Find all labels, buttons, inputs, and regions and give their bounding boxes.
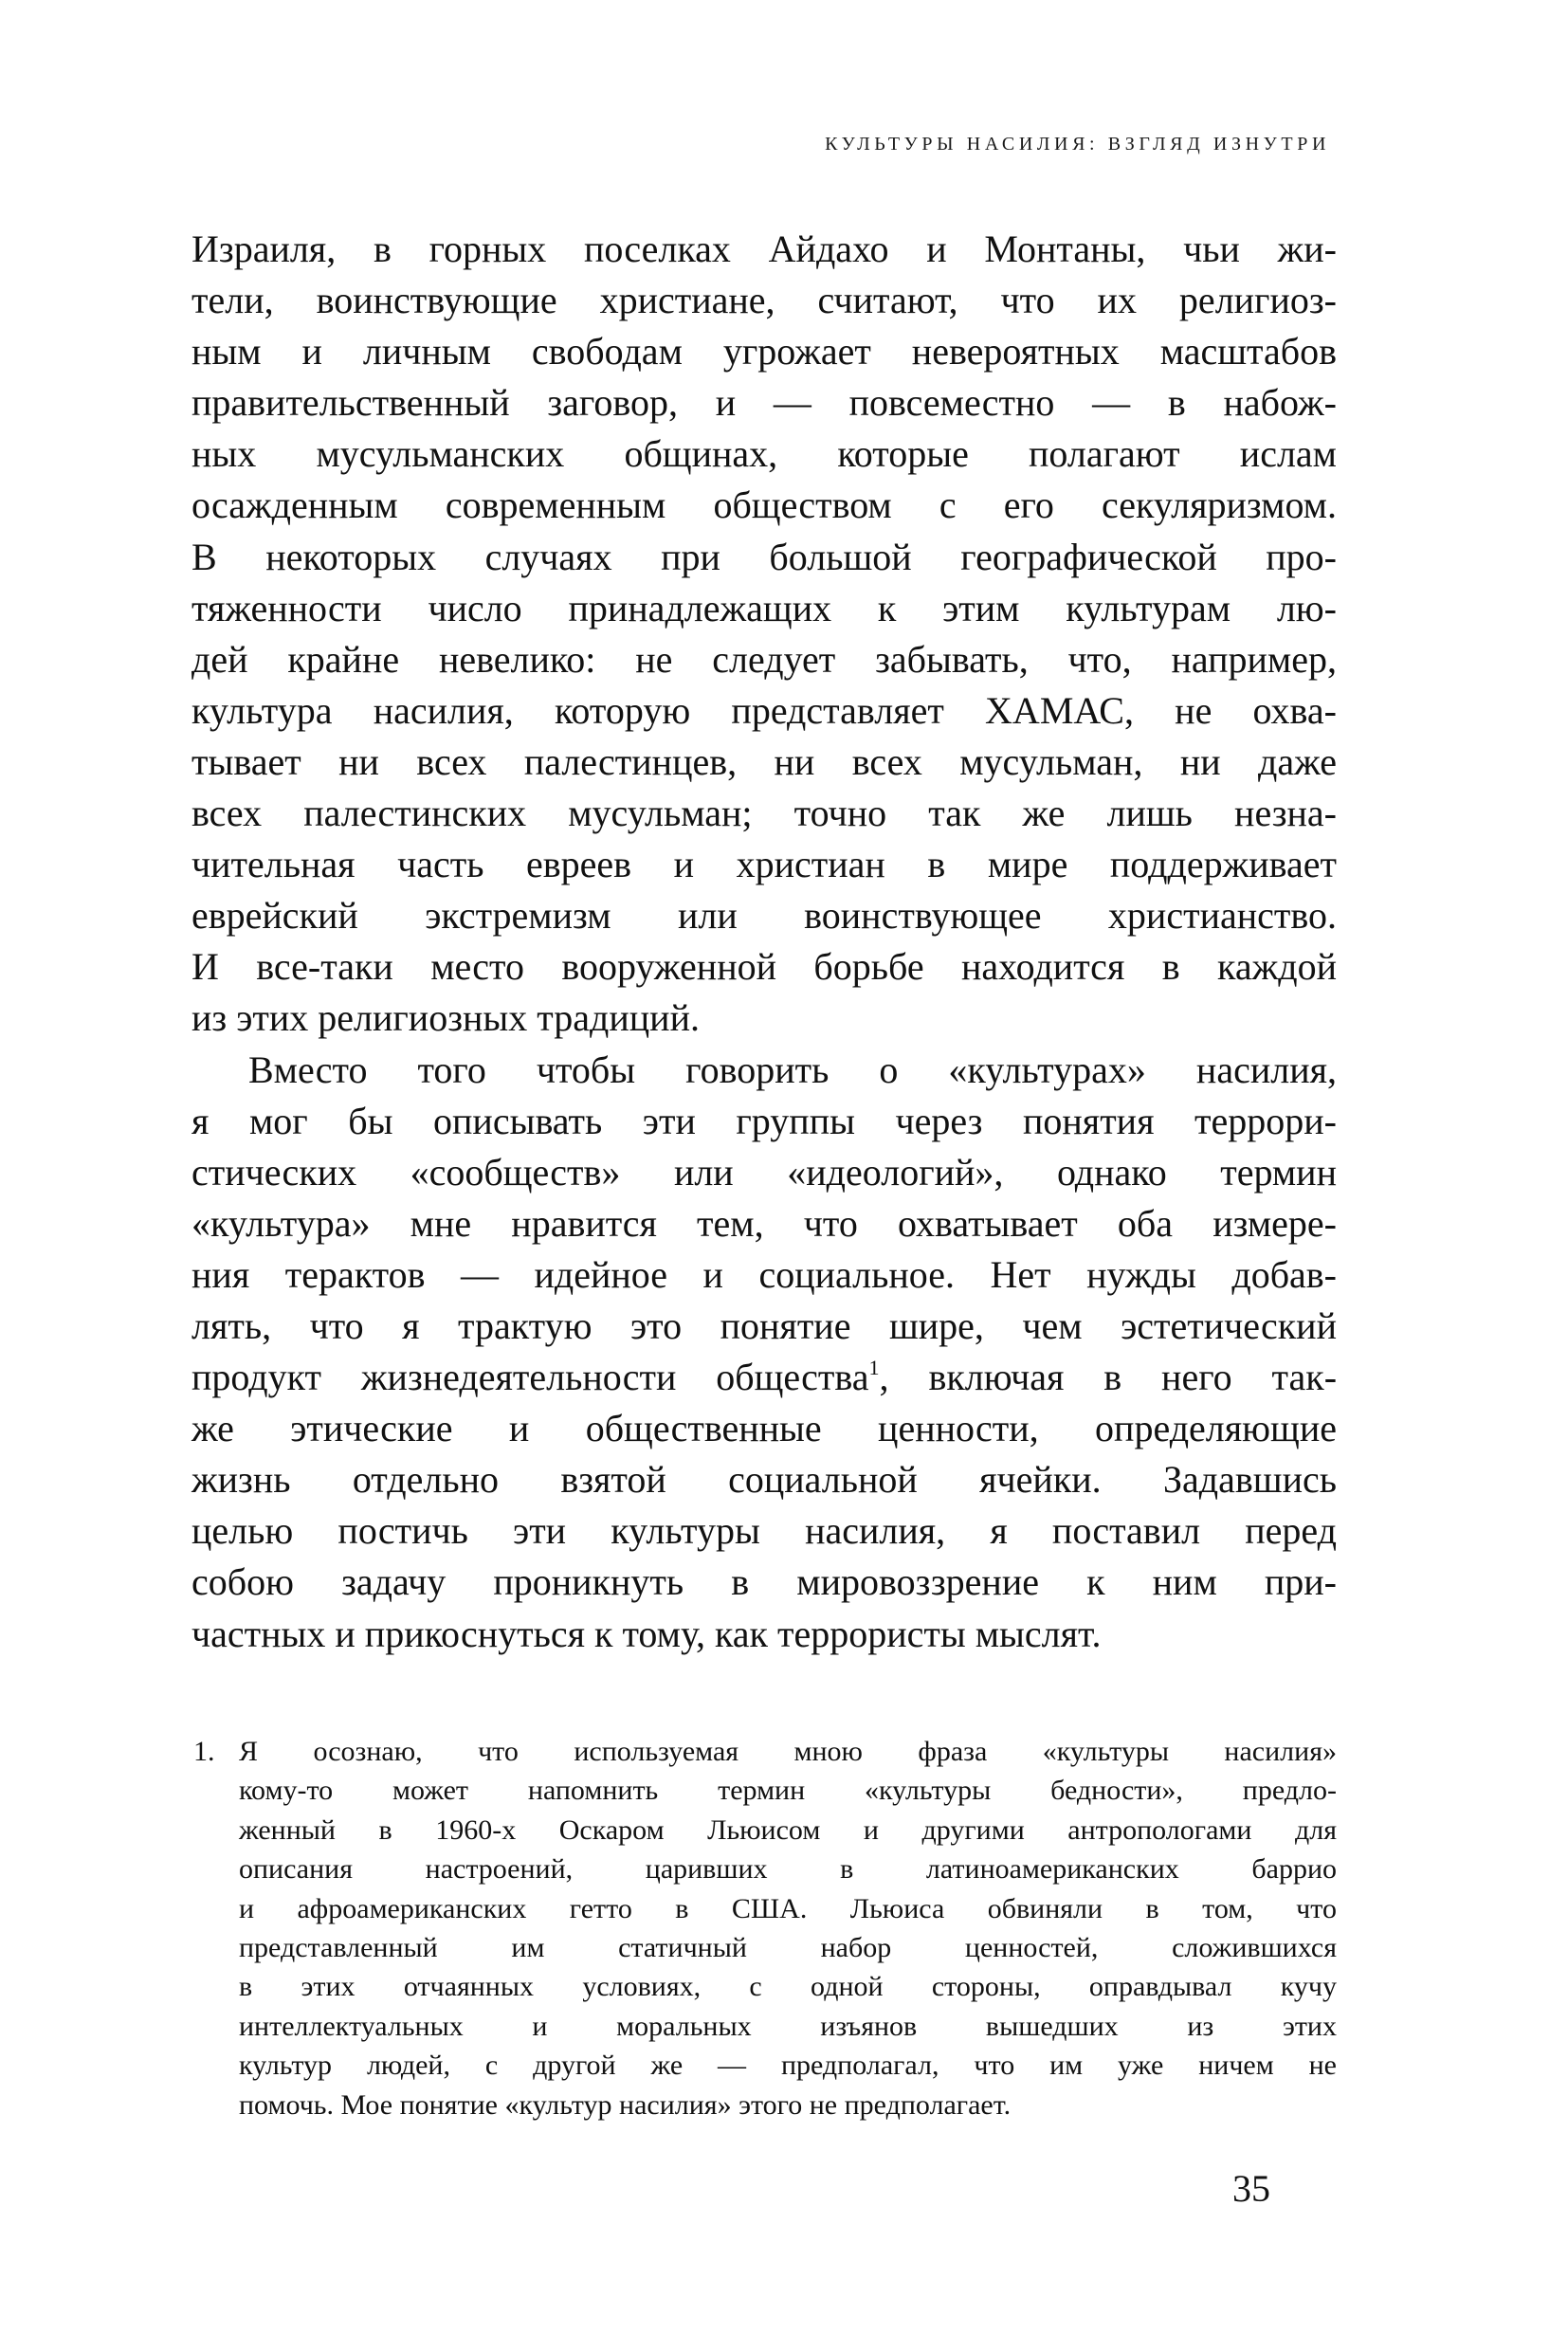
footnote-line: в этих отчаянных условиях, с одной стороны, оправдывал кучу <box>239 1971 1337 2003</box>
text-line: я мог бы описывать эти группы через понятия террори- <box>191 1099 1337 1142</box>
text-line: «культура» мне нравится тем, что охватывает оба измере- <box>191 1201 1337 1245</box>
text-line: ным и личным свободам угрожает невероятных масштабов <box>191 330 1337 374</box>
text-line: правительственный заговор, и — повсеместно — в набож- <box>191 381 1337 425</box>
text-line: еврейский экстремизм или воинствующее христианство. <box>191 894 1337 938</box>
text-line: жизнь отдельно взятой социальной ячейки. Задавшись <box>191 1458 1337 1502</box>
footnote-line: и афроамериканских гетто в США. Льюиса обвиняли в том, что <box>239 1892 1337 1924</box>
footnote-line: кому-то может напомнить термин «культуры бедности», предло- <box>239 1775 1337 1807</box>
text-line: культура насилия, которую представляет ХАМАС, не охва- <box>191 688 1337 732</box>
footnote-text <box>239 1732 1337 2124</box>
text-line: из этих религиозных традиций. <box>191 996 700 1040</box>
text-line: частных и прикоснуться к тому, как террористы мыслят. <box>191 1612 1102 1655</box>
text-line: тывает ни всех палестинцев, ни всех мусульман, ни даже <box>191 739 1337 783</box>
footnote-line: помочь. Мое понятие «культур насилия» этого не предполагает. <box>239 2088 1012 2121</box>
footnote-line: культур людей, с другой же — предполагал, что им уже ничем не <box>239 2050 1337 2082</box>
text-line: лять, что я трактую это понятие шире, чем эстетический <box>191 1303 1337 1347</box>
text-line: стических «сообществ» или «идеологий», однако термин <box>191 1150 1337 1194</box>
paragraph-2 <box>191 1045 1337 1660</box>
text-line: тели, воинствующие христиане, считают, что их религиоз- <box>191 279 1337 322</box>
footnote-reference[interactable]: 1 <box>868 1356 880 1380</box>
text-line: осажденным современным обществом с его секуляризмом. <box>191 483 1337 527</box>
text-line: тяженности число принадлежащих к этим культурам лю- <box>191 586 1337 629</box>
body-text <box>191 224 1337 1660</box>
text-line: И все-таки место вооруженной борьбе находится в каждой <box>191 945 1337 989</box>
footnote-line: описания настроений, царивших в латиноамериканских баррио <box>239 1853 1337 1886</box>
text-line: же этические и общественные ценности, определяющие <box>191 1407 1337 1450</box>
footnote-line: интеллектуальных и моральных изъянов вышедших из этих <box>239 2010 1337 2042</box>
text-line: В некоторых случаях при большой географической про- <box>191 535 1337 578</box>
footnote <box>191 1732 1337 2124</box>
text-fragment: продукт жизнедеятельности общества <box>191 1356 869 1399</box>
text-line: всех палестинских мусульман; точно так же лишь незна- <box>191 792 1337 835</box>
footnote-line: Я осознаю, что используемая мною фраза «культуры насилия» <box>239 1736 1337 1767</box>
text-line: Вместо того чтобы говорить о «культурах» насилия, <box>248 1048 1337 1091</box>
footnote-line: женный в 1960-х Оскаром Льюисом и другими антропологами для <box>239 1813 1337 1846</box>
page-number: 35 <box>1232 2167 1270 2210</box>
text-line-with-footnote-ref <box>191 1352 1337 1403</box>
paragraph-1 <box>191 224 1337 1045</box>
text-line: Израиля, в горных поселках Айдахо и Монтаны, чьи жи- <box>191 228 1337 270</box>
text-line: собою задачу проникнуть в мировоззрение к ним при- <box>191 1560 1337 1604</box>
text-fragment: , включая в него так- <box>879 1356 1338 1399</box>
text-line: дей крайне невелико: не следует забывать, что, например, <box>191 637 1337 681</box>
text-line: ния терактов — идейное и социальное. Нет нужды добав- <box>191 1252 1337 1296</box>
footnote-line: представленный им статичный набор ценностей, сложившихся <box>239 1931 1337 1963</box>
text-line: ных мусульманских общинах, которые полагают ислам <box>191 432 1337 476</box>
text-line: целью постичь эти культуры насилия, я поставил перед <box>191 1509 1337 1553</box>
running-head: КУЛЬТУРЫ НАСИЛИЯ: ВЗГЛЯД ИЗНУТРИ <box>825 134 1330 155</box>
footnote-number: 1. <box>193 1736 215 1767</box>
text-line: чительная часть евреев и христиан в мире поддерживает <box>191 843 1337 886</box>
